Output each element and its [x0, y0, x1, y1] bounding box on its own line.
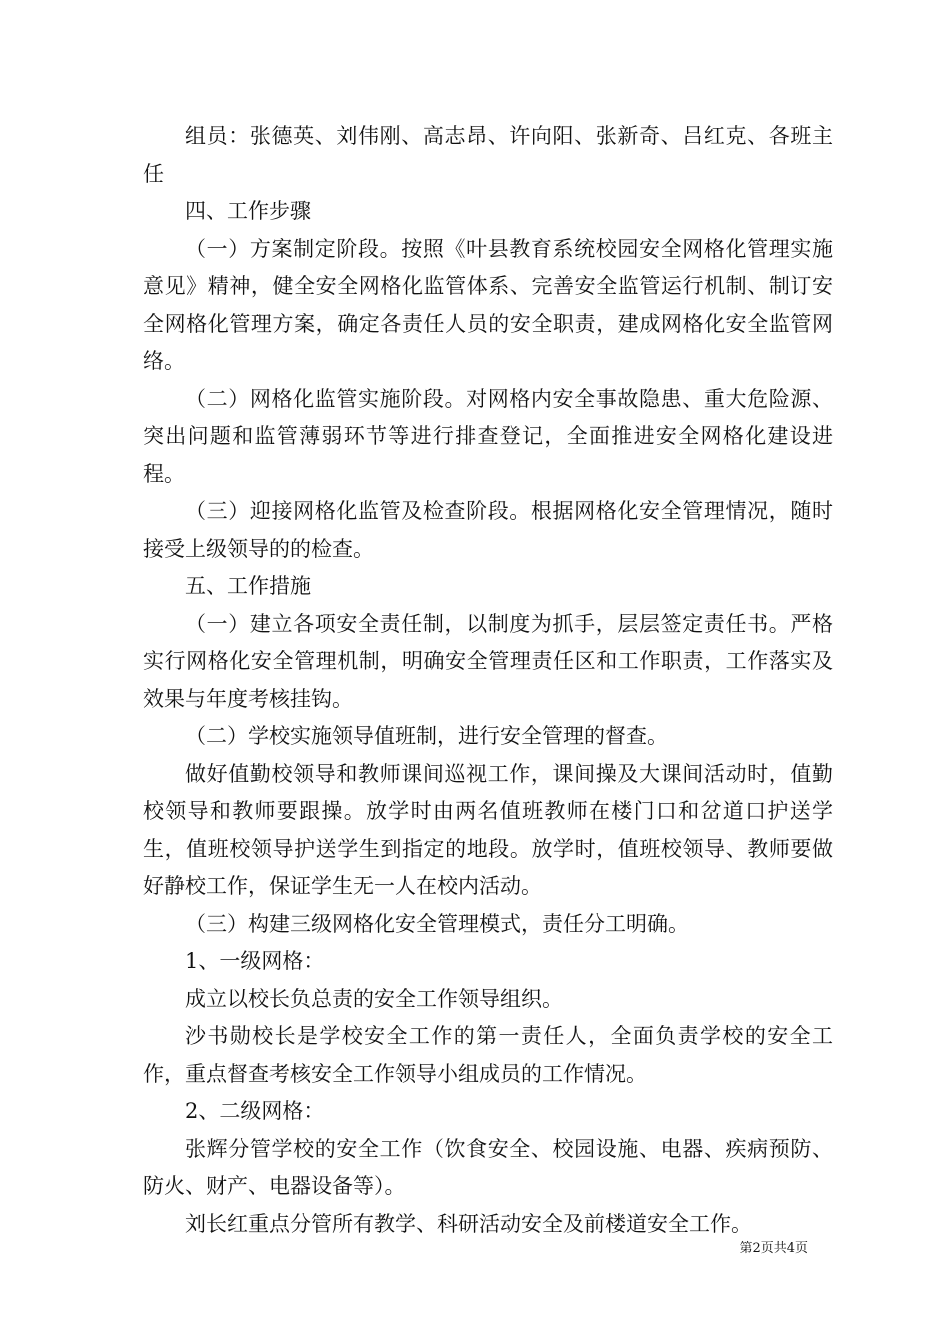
paragraph-leadership-org: 成立以校长负总责的安全工作领导组织。 — [185, 986, 563, 1011]
heading-level-2-grid: 2、二级网格： — [185, 1099, 325, 1123]
paragraph-liuchanghong-duty: 刘长红重点分管所有教学、科研活动安全及前楼道安全工作。 — [185, 1211, 752, 1236]
paragraph-duty-patrol: 做好值勤校领导和教师课间巡视工作，课间操及大课间活动时，值勤校领导和教师要跟操。放学时由两名值班教师在楼门口和岔道口护送学生，值班校领导护送学生到指定的地段。放学时，值班校领导、教师要做好静校工作，保证学生无一人在校内活动。 — [143, 761, 833, 898]
page-number: 第2页共4页 — [739, 1241, 808, 1256]
paragraph-measure-1: （一）建立各项安全责任制，以制度为抓手，层层签定责任书。严格实行网格化安全管理机制，明确安全管理责任区和工作职责，工作落实及效果与年度考核挂钩。 — [143, 611, 833, 711]
paragraph-measure-3: （三）构建三级网格化安全管理模式，责任分工明确。 — [185, 911, 689, 936]
paragraph-zhanghui-duty: 张辉分管学校的安全工作（饮食安全、校园设施、电器、疾病预防、防火、财产、电器设备等）。 — [143, 1136, 833, 1198]
heading-level-1-grid: 1、一级网格： — [185, 949, 325, 973]
paragraph-team-members: 组员：张德英、刘伟刚、高志昂、许向阳、张新奇、吕红克、各班主任 — [143, 124, 833, 186]
document-body — [143, 118, 833, 1243]
paragraph-step-2: （二）网格化监管实施阶段。对网格内安全事故隐患、重大危险源、突出问题和监管薄弱环节等进行排查登记，全面推进安全网格化建设进程。 — [143, 386, 833, 486]
paragraph-step-3: （三）迎接网格化监管及检查阶段。根据网格化安全管理情况，随时接受上级领导的的检查。 — [143, 499, 833, 561]
paragraph-measure-2: （二）学校实施领导值班制，进行安全管理的督查。 — [185, 724, 668, 748]
paragraph-principal-duty: 沙书勋校长是学校安全工作的第一责任人，全面负责学校的安全工作，重点督查考核安全工作领导小组成员的工作情况。 — [143, 1024, 833, 1086]
paragraph-step-1: （一）方案制定阶段。按照《叶县教育系统校园安全网格化管理实施意见》精神，健全安全网格化监管体系、完善安全监管运行机制、制订安全网格化管理方案，确定各责任人员的安全职责，建成网格化安全监管网络。 — [143, 236, 833, 373]
heading-work-measures: 五、工作措施 — [185, 574, 311, 598]
heading-work-steps: 四、工作步骤 — [185, 199, 311, 223]
